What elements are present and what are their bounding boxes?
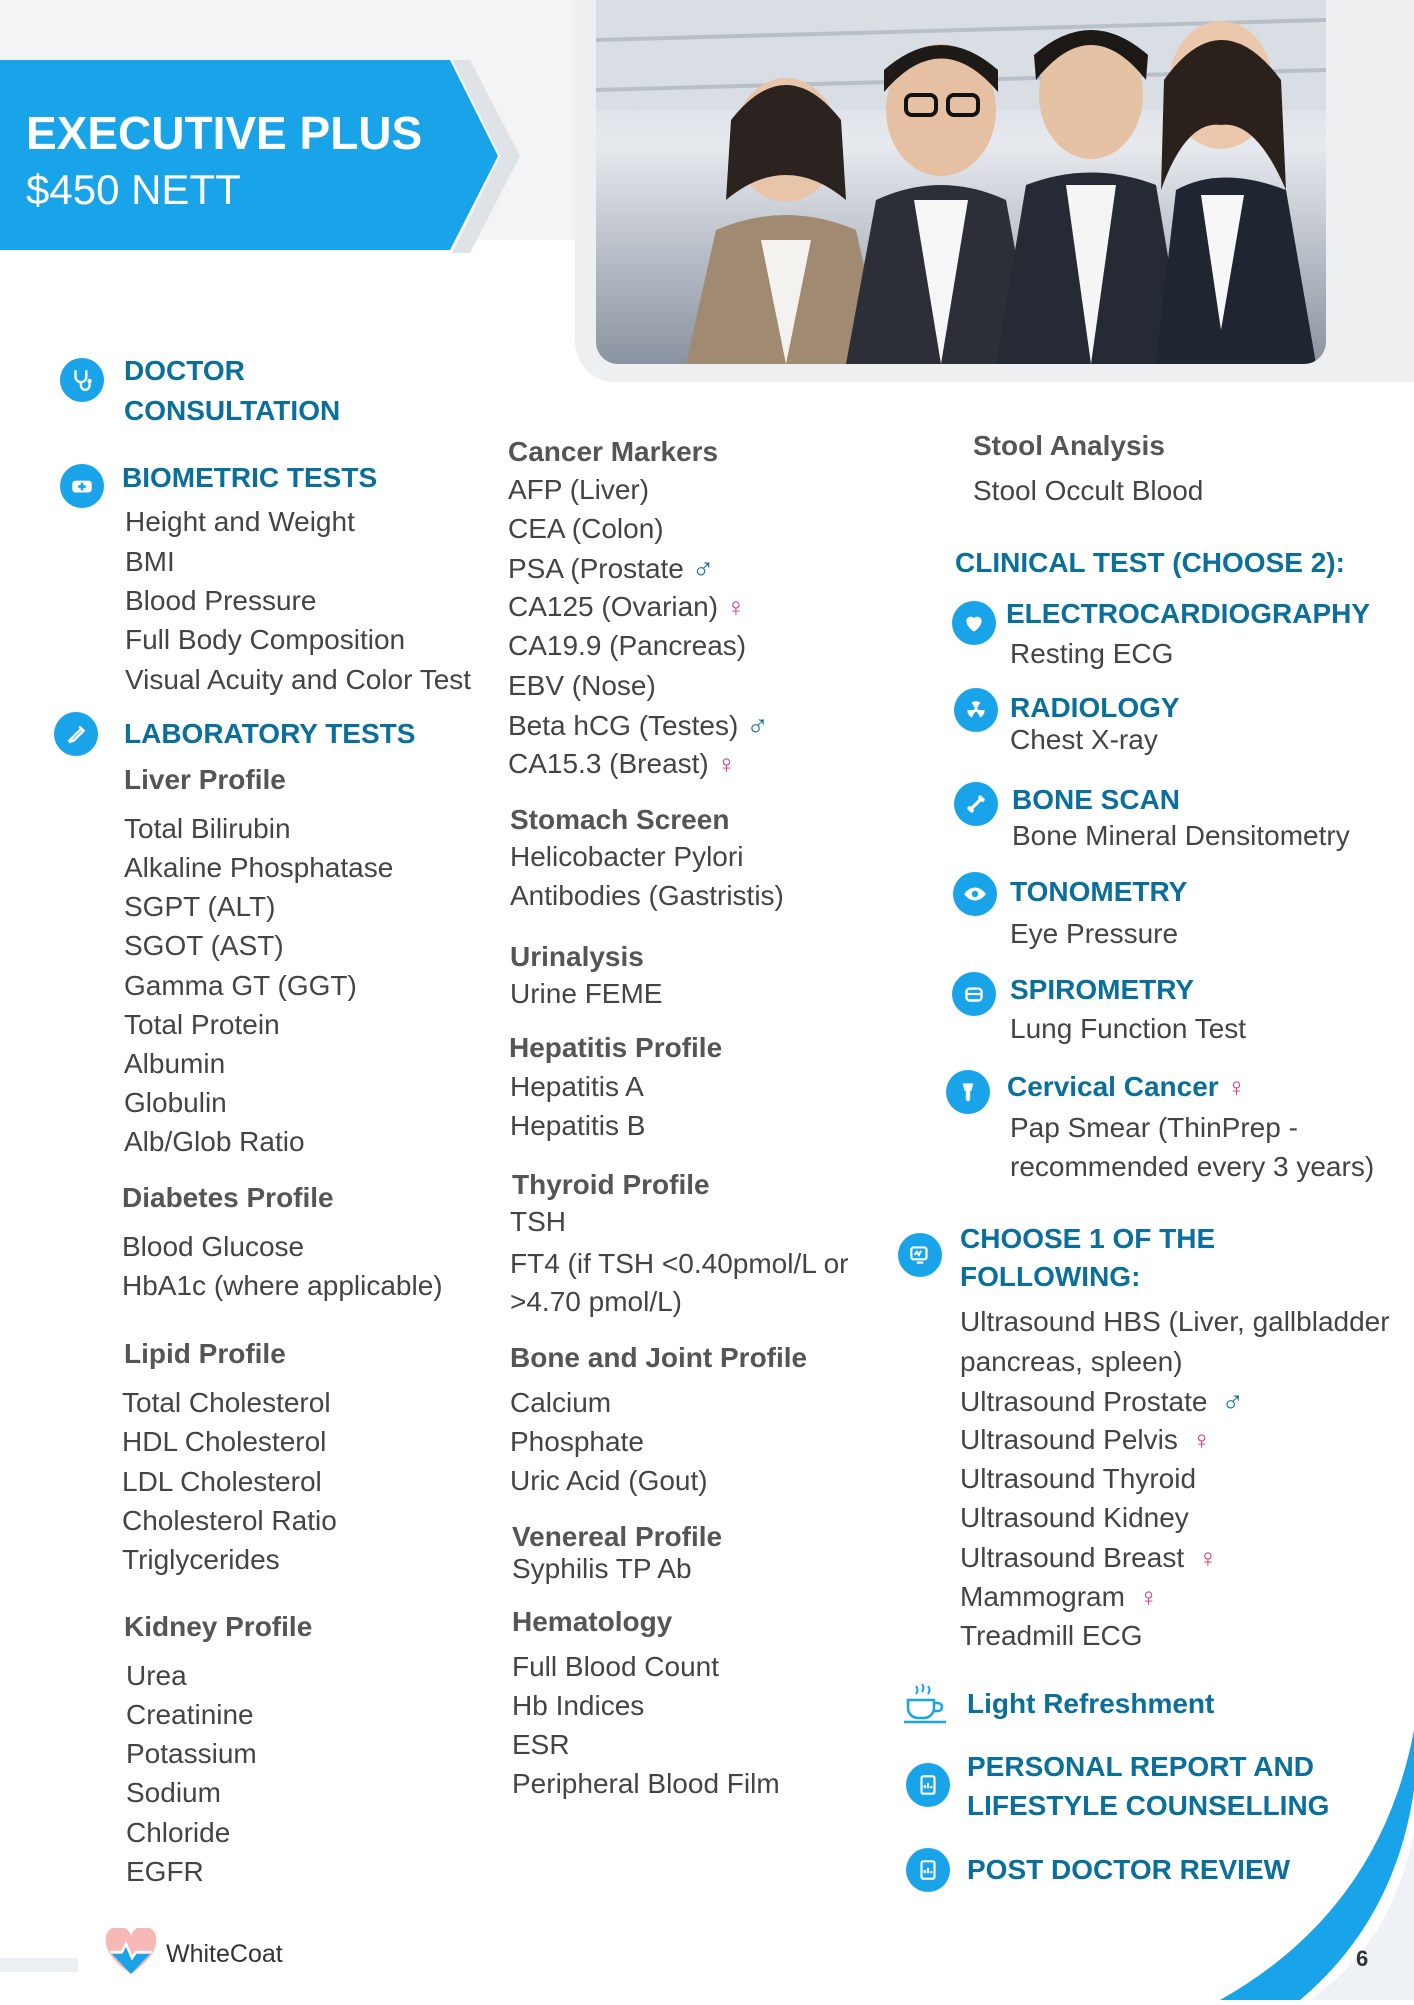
urinalysis-title: Urinalysis xyxy=(510,941,644,972)
liver-item: Albumin xyxy=(124,1048,226,1079)
monitor-icon xyxy=(898,1233,942,1277)
banner-price: $450 NETT xyxy=(26,166,241,213)
post-review-title: POST DOCTOR REVIEW xyxy=(967,1854,1291,1885)
female-icon: ♀ xyxy=(716,749,737,779)
liver-item: Gamma GT (GGT) xyxy=(124,970,357,1001)
brand-name: WhiteCoat xyxy=(166,1940,283,1968)
lipid-item: Cholesterol Ratio xyxy=(122,1505,337,1536)
lipid-item: LDL Cholesterol xyxy=(122,1466,322,1497)
lipid-item: Total Cholesterol xyxy=(122,1387,331,1418)
biometric-item: BMI xyxy=(125,546,175,577)
ecg-item: Resting ECG xyxy=(1010,638,1174,669)
biometric-title: BIOMETRIC TESTS xyxy=(122,462,378,493)
choose1-item: Ultrasound Prostate xyxy=(960,1386,1208,1417)
stethoscope-icon xyxy=(60,358,104,402)
cancer-item: AFP (Liver) xyxy=(508,474,650,505)
spirometry-item: Lung Function Test xyxy=(1010,1013,1247,1044)
diabetes-title: Diabetes Profile xyxy=(122,1182,334,1213)
choose1-item: Ultrasound Thyroid xyxy=(960,1463,1197,1494)
radiology-item: Chest X-ray xyxy=(1010,724,1158,755)
hepatitis-item: Hepatitis A xyxy=(510,1071,644,1102)
coffee-icon xyxy=(900,1680,950,1724)
spirometry-title: SPIROMETRY xyxy=(1010,974,1195,1005)
stool-item: Stool Occult Blood xyxy=(973,475,1204,506)
tonometry-title: TONOMETRY xyxy=(1010,876,1188,907)
liver-item: SGPT (ALT) xyxy=(124,891,276,922)
thyroid-item: >4.70 pmol/L) xyxy=(510,1286,682,1317)
bone-joint-item: Phosphate xyxy=(510,1426,644,1457)
report-icon xyxy=(906,1763,950,1807)
hematology-item: Full Blood Count xyxy=(512,1651,720,1682)
liver-item: Total Bilirubin xyxy=(124,813,291,844)
stomach-title: Stomach Screen xyxy=(510,804,730,835)
urinalysis-item: Urine FEME xyxy=(510,978,663,1009)
bone-joint-item: Calcium xyxy=(510,1387,612,1418)
hematology-title: Hematology xyxy=(512,1606,673,1637)
cancer-item: CA15.3 (Breast) xyxy=(508,748,709,779)
ecg-title: ELECTROCARDIOGRAPHY xyxy=(1006,598,1371,629)
choose1-item-breast xyxy=(960,1544,1218,1572)
heart-icon xyxy=(952,601,996,645)
biometric-item: Visual Acuity and Color Test xyxy=(125,664,472,695)
choose1-title-line1: CHOOSE 1 OF THE xyxy=(960,1223,1216,1254)
male-icon: ♂ xyxy=(1221,1385,1244,1418)
kidney-item: Creatinine xyxy=(126,1699,254,1730)
doctor-consultation-line1: DOCTOR xyxy=(124,355,245,386)
hepatitis-title: Hepatitis Profile xyxy=(509,1032,723,1063)
choose1-item-pelvis xyxy=(960,1426,1211,1454)
cervical-item: recommended every 3 years) xyxy=(1010,1151,1375,1182)
venereal-title: Venereal Profile xyxy=(512,1521,723,1552)
cervical-title: Cervical Cancer xyxy=(1007,1071,1219,1102)
clinical-test-title: CLINICAL TEST (CHOOSE 2): xyxy=(955,547,1345,578)
footer-grey-bar xyxy=(0,1958,78,1972)
cancer-item: CA19.9 (Pancreas) xyxy=(508,630,747,661)
liver-title: Liver Profile xyxy=(124,764,286,795)
choose1-item: Ultrasound Kidney xyxy=(960,1502,1189,1533)
bone-icon xyxy=(954,782,998,826)
cancer-item-ca153 xyxy=(508,750,736,778)
doctor-consultation-line2: CONSULTATION xyxy=(124,395,341,426)
liver-item: Globulin xyxy=(124,1087,227,1118)
page-number: 6 xyxy=(1356,1946,1369,1971)
female-icon: ♀ xyxy=(1198,1543,1218,1573)
choose1-item: pancreas, spleen) xyxy=(960,1346,1183,1377)
kidney-item: EGFR xyxy=(126,1856,204,1887)
liver-item: SGOT (AST) xyxy=(124,930,284,961)
liver-item: Total Protein xyxy=(124,1009,280,1040)
radiology-title: RADIOLOGY xyxy=(1010,692,1180,723)
price-banner xyxy=(0,60,520,253)
radiation-icon xyxy=(954,688,998,732)
male-icon: ♂ xyxy=(691,552,715,585)
stomach-item: Helicobacter Pylori xyxy=(510,841,744,872)
eye-icon xyxy=(953,872,997,916)
kidney-item: Potassium xyxy=(126,1738,257,1769)
liver-item: Alb/Glob Ratio xyxy=(124,1126,305,1157)
choose1-item-prostate xyxy=(960,1387,1244,1417)
ambulance-icon xyxy=(60,464,104,508)
bone-scan-title: BONE SCAN xyxy=(1012,784,1181,815)
hematology-item: Hb Indices xyxy=(512,1690,645,1721)
thyroid-item: TSH xyxy=(510,1206,566,1237)
female-icon: ♀ xyxy=(1191,1425,1212,1455)
cancer-item: Beta hCG (Testes) xyxy=(508,710,739,741)
lipid-title: Lipid Profile xyxy=(124,1338,286,1369)
corner-swoosh xyxy=(1180,1730,1414,2000)
review-icon xyxy=(906,1848,950,1892)
report-title-line1: PERSONAL REPORT AND xyxy=(967,1751,1314,1782)
cervical-title-row xyxy=(1007,1073,1246,1101)
stool-title: Stool Analysis xyxy=(973,430,1165,461)
diabetes-item: HbA1c (where applicable) xyxy=(122,1270,443,1301)
lipid-item: HDL Cholesterol xyxy=(122,1426,327,1457)
biometric-item: Height and Weight xyxy=(125,506,355,537)
tooth-icon xyxy=(946,1070,990,1114)
kidney-title: Kidney Profile xyxy=(124,1611,313,1642)
hematology-item: Peripheral Blood Film xyxy=(512,1768,780,1799)
cancer-item: CEA (Colon) xyxy=(508,513,664,544)
choose1-item: Ultrasound HBS (Liver, gallbladder xyxy=(960,1306,1390,1337)
report-title-line2: LIFESTYLE COUNSELLING xyxy=(967,1790,1330,1821)
choose1-item: Ultrasound Pelvis xyxy=(960,1424,1178,1455)
bone-joint-title: Bone and Joint Profile xyxy=(510,1342,808,1373)
diabetes-item: Blood Glucose xyxy=(122,1231,305,1262)
male-icon: ♂ xyxy=(746,709,769,742)
banner-title: EXECUTIVE PLUS xyxy=(26,107,423,159)
tonometry-item: Eye Pressure xyxy=(1010,918,1179,949)
lungs-icon xyxy=(952,972,996,1016)
bone-joint-item: Uric Acid (Gout) xyxy=(510,1465,708,1496)
cervical-item: Pap Smear (ThinPrep - xyxy=(1010,1112,1298,1143)
choose1-item: Mammogram xyxy=(960,1581,1125,1612)
liver-item: Alkaline Phosphatase xyxy=(124,852,394,883)
hematology-item: ESR xyxy=(512,1729,570,1760)
choose1-title-line2: FOLLOWING: xyxy=(960,1261,1141,1292)
cancer-item: CA125 (Ovarian) xyxy=(508,591,719,622)
refreshment-title: Light Refreshment xyxy=(967,1688,1215,1719)
cancer-item-psa xyxy=(508,554,714,584)
cancer-item-ca125 xyxy=(508,593,746,621)
hepatitis-item: Hepatitis B xyxy=(510,1110,646,1141)
bone-scan-item: Bone Mineral Densitometry xyxy=(1012,820,1350,851)
female-icon: ♀ xyxy=(1138,1582,1159,1612)
stomach-item: Antibodies (Gastristis) xyxy=(510,880,784,911)
venereal-item: Syphilis TP Ab xyxy=(512,1553,692,1584)
whitecoat-logo-icon xyxy=(104,1928,158,1976)
laboratory-title: LABORATORY TESTS xyxy=(124,718,416,749)
choose1-item-mammogram xyxy=(960,1583,1158,1611)
choose1-item: Ultrasound Breast xyxy=(960,1542,1185,1573)
cancer-item: PSA (Prostate xyxy=(508,553,684,584)
kidney-item: Chloride xyxy=(126,1817,231,1848)
choose1-item: Treadmill ECG xyxy=(960,1620,1143,1651)
lipid-item: Triglycerides xyxy=(122,1544,280,1575)
group-photo xyxy=(596,0,1326,364)
thyroid-item: FT4 (if TSH <0.40pmol/L or xyxy=(510,1248,849,1279)
female-icon: ♀ xyxy=(726,592,746,622)
female-icon: ♀ xyxy=(1226,1072,1247,1102)
kidney-item: Sodium xyxy=(126,1777,221,1808)
cancer-item-betahcg xyxy=(508,711,769,741)
syringe-icon xyxy=(54,712,98,756)
kidney-item: Urea xyxy=(126,1660,187,1691)
thyroid-title: Thyroid Profile xyxy=(512,1169,710,1200)
cancer-item: EBV (Nose) xyxy=(508,670,656,701)
biometric-item: Blood Pressure xyxy=(125,585,317,616)
cancer-title: Cancer Markers xyxy=(508,436,719,467)
biometric-item: Full Body Composition xyxy=(125,624,406,655)
